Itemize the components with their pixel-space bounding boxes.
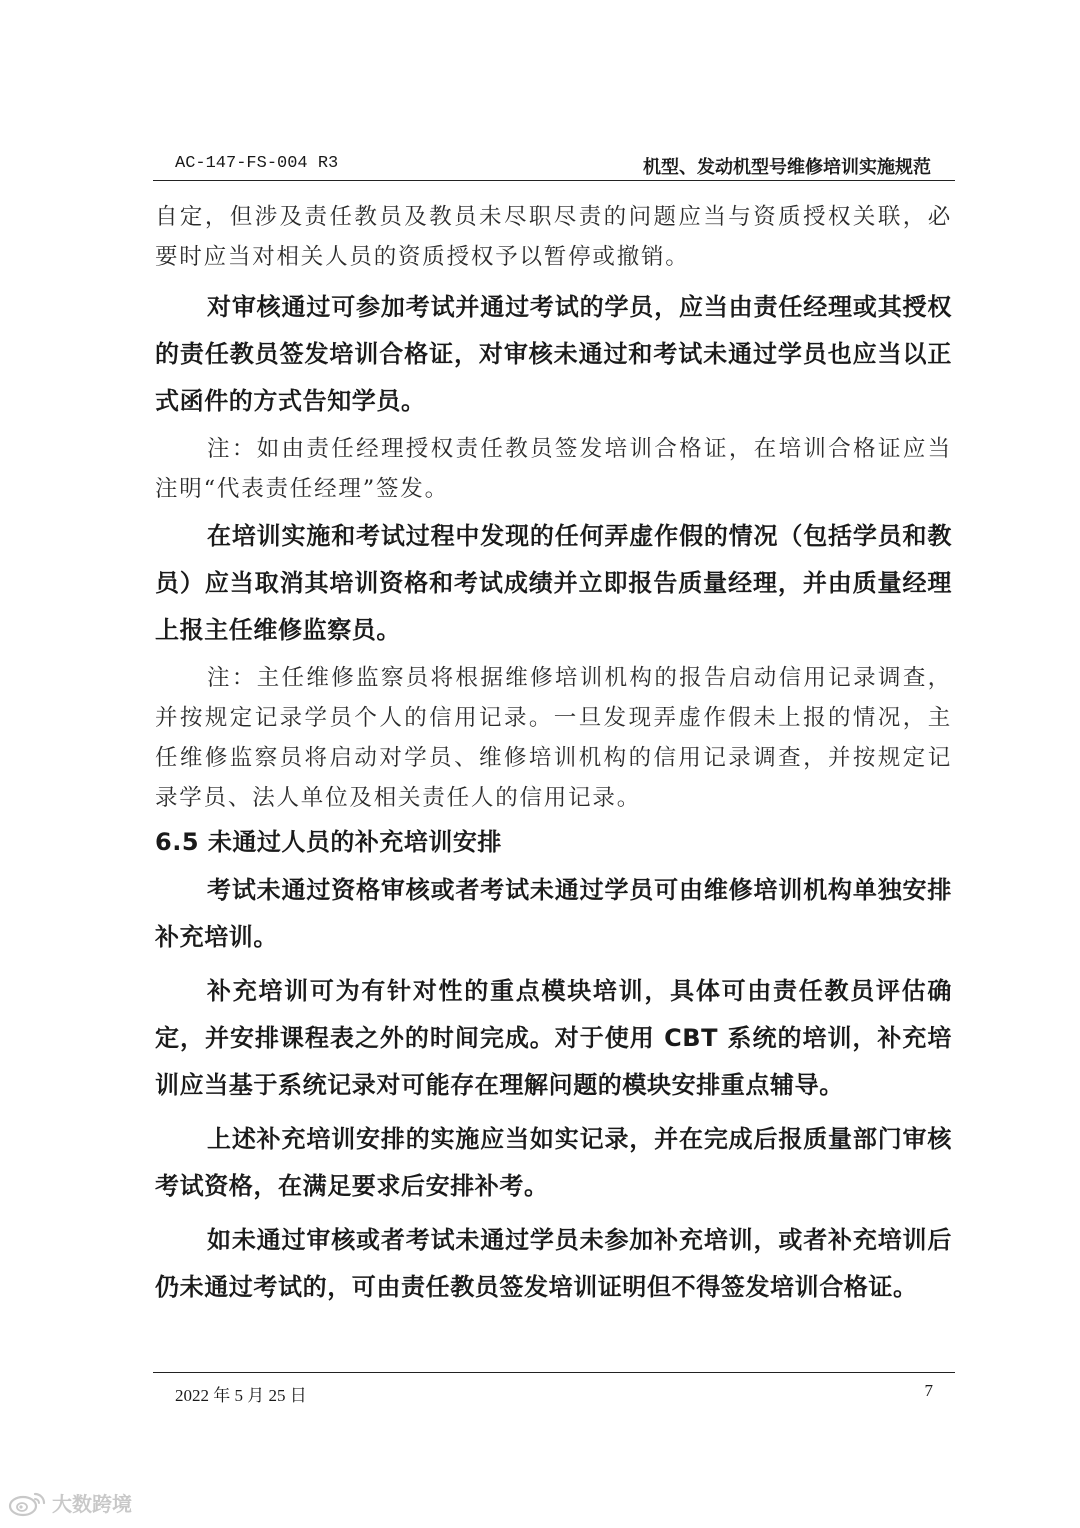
weibo-logo-icon: [8, 1489, 48, 1517]
document-body: [155, 197, 952, 1311]
section-heading-6-5: 6.5 未通过人员的补充培训安排: [155, 828, 502, 856]
document-title: 机型、发动机型号维修培训实施规范: [643, 157, 931, 178]
note-credit-record: 注：主任维修监察员将根据维修培训机构的报告启动信用记录调查，并按规定记录学员个人的信用记录。一旦发现弄虚作假未上报的情况，主任维修监察员将启动对学员、维修培训机构的信用记录调查，并按规定记录学员、法人单位及相关责任人的信用记录。: [155, 665, 952, 811]
paragraph-fraud-handling: 在培训实施和考试过程中发现的任何弄虚作假的情况（包括学员和教员）应当取消其培训资格和考试成绩并立即报告质量经理，并由质量经理上报主任维修监察员。: [155, 522, 952, 644]
page-number: 7: [924, 1381, 933, 1400]
page-header: [153, 150, 955, 181]
paragraph-training-certificate: 如未通过审核或者考试未通过学员未参加补充培训，或者补充培训后仍未通过考试的，可由责任教员签发培训证明但不得签发培训合格证。: [155, 1226, 952, 1301]
paragraph-focused-module-training: 补充培训可为有针对性的重点模块培训，具体可由责任教员评估确定，并安排课程表之外的时间完成。对于使用 CBT 系统的培训，补充培训应当基于系统记录对可能存在理解问题的模块安排重点辅导。: [155, 977, 952, 1099]
paragraph-supplementary-training: 考试未通过资格审核或者考试未通过学员可由维修培训机构单独安排补充培训。: [155, 876, 952, 951]
note-authorized-signing: 注：如由责任经理授权责任教员签发培训合格证，在培训合格证应当注明“代表责任经理”签发。: [155, 436, 952, 502]
footer-date: 2022 年 5 月 25 日: [175, 1386, 307, 1405]
watermark: [8, 1488, 132, 1517]
paragraph-certificate-issuance: 对审核通过可参加考试并通过考试的学员，应当由责任经理或其授权的责任教员签发培训合格证，对审核未通过和考试未通过学员也应当以正式函件的方式告知学员。: [155, 293, 952, 415]
paragraph-record-and-retake: 上述补充培训安排的实施应当如实记录，并在完成后报质量部门审核考试资格，在满足要求后安排补考。: [155, 1125, 952, 1200]
page-footer: [153, 1372, 955, 1405]
watermark-text: 大数跨境: [52, 1492, 132, 1516]
paragraph-continuation: 自定，但涉及责任教员及教员未尽职尽责的问题应当与资质授权关联，必要时应当对相关人员的资质授权予以暂停或撤销。: [155, 204, 952, 270]
document-id: AC-147-FS-004 R3: [175, 154, 339, 173]
